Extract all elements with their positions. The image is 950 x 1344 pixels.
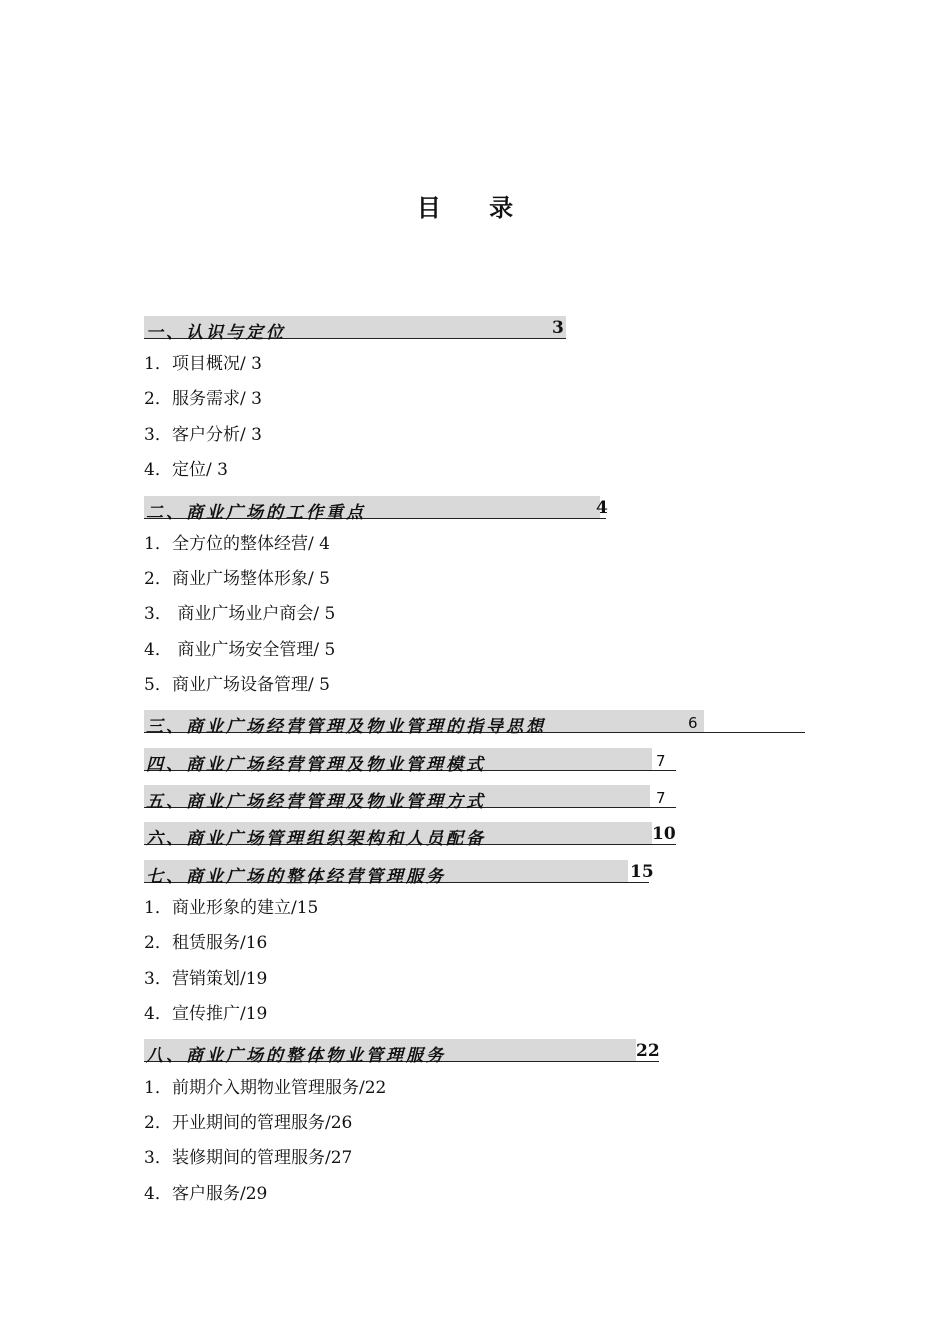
item-label: 服务需求/ 3: [172, 389, 262, 409]
item-label: 商业广场设备管理/ 5: [172, 675, 330, 695]
toc-section-1[interactable]: [144, 316, 566, 343]
toc-item[interactable]: [144, 1182, 267, 1206]
section-page-number: 4: [596, 498, 608, 518]
item-label: 装修期间的管理服务/27: [172, 1148, 353, 1168]
section-page-number: 15: [630, 862, 654, 882]
section-label: 五、商业广场经营管理及物业管理方式: [146, 792, 486, 812]
item-number: 2．: [144, 933, 172, 953]
item-number: 5．: [144, 675, 172, 695]
section-page-number: 3: [552, 318, 564, 338]
toc-item[interactable]: [144, 967, 267, 991]
item-number: 1．: [144, 1078, 172, 1098]
section-page-number: 10: [652, 824, 676, 844]
item-label: 租赁服务/16: [172, 933, 268, 953]
section-label: 一、认识与定位: [146, 323, 286, 343]
item-number: 4．: [144, 460, 172, 480]
toc-section-2[interactable]: [144, 496, 608, 523]
toc-item[interactable]: [144, 896, 318, 920]
item-number: 3．: [144, 604, 172, 624]
toc-title: 目 录: [416, 194, 534, 222]
toc-section-5[interactable]: [144, 785, 676, 812]
item-number: 4．: [144, 1004, 172, 1024]
toc-section-7[interactable]: [144, 860, 654, 887]
item-label: 商业广场安全管理/ 5: [172, 640, 336, 660]
item-label: 全方位的整体经营/ 4: [172, 534, 330, 554]
item-label: 开业期间的管理服务/26: [172, 1113, 353, 1133]
item-number: 1．: [144, 898, 172, 918]
section-page-number: 7: [656, 789, 666, 807]
toc-item[interactable]: [144, 532, 330, 556]
item-number: 4．: [144, 1184, 172, 1204]
toc-item[interactable]: [144, 1146, 352, 1170]
section-page-number: 22: [636, 1041, 660, 1061]
toc-section-8[interactable]: [144, 1039, 660, 1066]
toc-item[interactable]: [144, 602, 335, 626]
toc-item[interactable]: [144, 387, 262, 411]
toc-section-6[interactable]: [144, 822, 676, 849]
section-label: 三、商业广场经营管理及物业管理的指导思想: [146, 717, 546, 737]
item-label: 客户服务/29: [172, 1184, 268, 1204]
section-label: 二、商业广场的工作重点: [146, 503, 366, 523]
section-label: 四、商业广场经营管理及物业管理模式: [146, 755, 486, 775]
toc-item[interactable]: [144, 567, 330, 591]
section-label: 七、商业广场的整体经营管理服务: [146, 867, 446, 887]
item-number: 2．: [144, 1113, 172, 1133]
toc-section-4[interactable]: [144, 748, 676, 775]
item-number: 4．: [144, 640, 172, 660]
section-label: 八、商业广场的整体物业管理服务: [146, 1046, 446, 1066]
toc-item[interactable]: [144, 423, 262, 447]
item-number: 3．: [144, 1148, 172, 1168]
toc-item[interactable]: [144, 458, 228, 482]
item-label: 商业形象的建立/15: [172, 898, 319, 918]
item-number: 2．: [144, 389, 172, 409]
toc-item[interactable]: [144, 931, 267, 955]
item-label: 客户分析/ 3: [172, 425, 262, 445]
item-label: 定位/ 3: [172, 460, 228, 480]
section-page-number: 7: [656, 752, 666, 770]
toc-section-3[interactable]: [144, 710, 805, 737]
toc-item[interactable]: [144, 1076, 386, 1100]
item-label: 商业广场整体形象/ 5: [172, 569, 330, 589]
section-page-number: 6: [688, 714, 698, 732]
toc-item[interactable]: [144, 352, 262, 376]
item-label: 项目概况/ 3: [172, 354, 262, 374]
item-label: 商业广场业户商会/ 5: [172, 604, 336, 624]
item-number: 1．: [144, 534, 172, 554]
toc-item[interactable]: [144, 1111, 352, 1135]
toc-item[interactable]: [144, 1002, 267, 1026]
section-label: 六、商业广场管理组织架构和人员配备: [146, 829, 486, 849]
item-label: 营销策划/19: [172, 969, 268, 989]
item-number: 3．: [144, 969, 172, 989]
toc-item[interactable]: [144, 673, 330, 697]
toc-item[interactable]: [144, 638, 335, 662]
item-label: 前期介入期物业管理服务/22: [172, 1078, 387, 1098]
item-number: 2．: [144, 569, 172, 589]
item-number: 3．: [144, 425, 172, 445]
item-number: 1．: [144, 354, 172, 374]
item-label: 宣传推广/19: [172, 1004, 268, 1024]
